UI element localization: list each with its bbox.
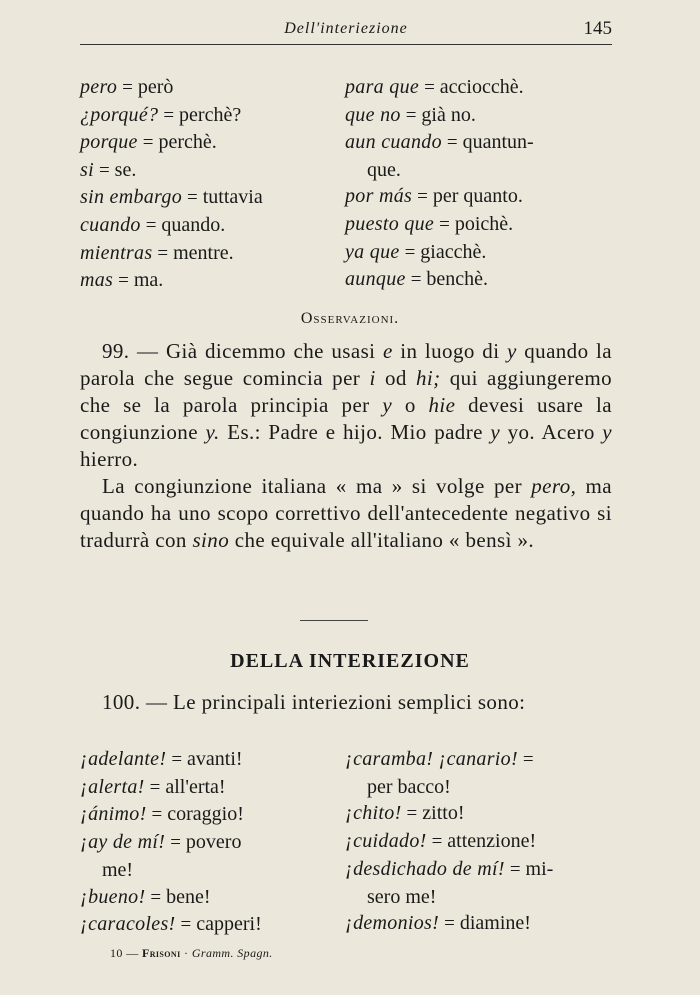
conjunction-entry: porque = perchè. bbox=[80, 131, 217, 154]
interjection-entry: ¡cuidado! = attenzione! bbox=[345, 830, 537, 853]
conjunction-entry: puesto que = poichè. bbox=[345, 212, 514, 235]
section-intro bbox=[80, 688, 612, 716]
interjection-entry: ¡ánimo! = coraggio! bbox=[80, 803, 244, 826]
conjunction-entry: aun cuando = quantun- que. bbox=[345, 131, 534, 181]
section-divider bbox=[300, 620, 368, 621]
conjunction-entry: si = se. bbox=[80, 158, 137, 181]
observations-heading: Osservazioni. bbox=[300, 310, 400, 327]
interjection-entry: ¡alerta! = all'erta! bbox=[80, 775, 226, 798]
interjection-entry: ¡bueno! = bene! bbox=[80, 885, 211, 908]
conjunction-entry: sin embargo = tuttavia bbox=[80, 186, 263, 209]
conjunction-column-left bbox=[80, 74, 342, 295]
conjunction-entry: aunque = benchè. bbox=[345, 268, 489, 291]
conjunction-entry: mientras = mentre. bbox=[80, 241, 234, 264]
footer-author: Frisoni bbox=[142, 946, 181, 960]
interjection-entry: ¡caracoles! = capperi! bbox=[80, 913, 262, 936]
conjunction-entry: para que = acciocchè. bbox=[345, 76, 524, 98]
observations-body bbox=[80, 338, 612, 554]
interjection-entry: ¡caramba! ¡canario! = per bacco! bbox=[345, 748, 534, 798]
paragraph-ma: La congiunzione italiana « ma » si volge per pero, ma quando ha uno scopo correttivo dell'antecedente negativo si tradurrà con sino che equivale all'italiano « bensì ». bbox=[80, 474, 613, 552]
interjection-entry: ¡demonios! = diamine! bbox=[345, 912, 531, 935]
conjunction-entry: ya que = giacchè. bbox=[345, 240, 487, 263]
signature-number: 10 bbox=[110, 946, 123, 960]
running-title: Dell'interiezione bbox=[284, 20, 408, 37]
conjunction-entry: por más = per quanto. bbox=[345, 185, 523, 208]
interjection-entry: ¡desdichado de mí! = mi- sero me! bbox=[345, 857, 554, 908]
interjection-column-right bbox=[345, 746, 620, 938]
conjunction-entry: mas = ma. bbox=[80, 269, 164, 292]
interjection-entry: ¡chito! = zitto! bbox=[345, 802, 465, 825]
conjunction-entry: ¿porqué? = perchè? bbox=[80, 103, 242, 126]
conjunction-entry: que no = già no. bbox=[345, 103, 476, 126]
paragraph-99: 99. — Già dicemmo che usasi e in luogo di y quando la parola che segue comincia per i od hi; qui aggiungeremo che se la parola principia per y o hie devesi usare la congiunzione y. Es.: Padre e hijo. Mio padre y yo. Acero y hierro. bbox=[80, 339, 612, 471]
footer-work: Gramm. Spagn. bbox=[191, 946, 273, 960]
conjunction-entry: cuando = quando. bbox=[80, 213, 226, 236]
interjection-entry: ¡adelante! = avanti! bbox=[80, 748, 243, 770]
interjection-entry: ¡ay de mí! = povero me! bbox=[80, 831, 242, 881]
page-number: 145 bbox=[583, 18, 612, 39]
conjunction-entry: pero = però bbox=[80, 76, 174, 98]
section-title: DELLA INTERIEZIONE bbox=[230, 650, 470, 672]
signature-footer: 10 — Frisoni · Gramm. Spagn. bbox=[110, 946, 273, 960]
interjection-column-left bbox=[80, 746, 342, 939]
paragraph-100: 100. — Le principali interiezioni semplici sono: bbox=[102, 690, 526, 714]
conjunction-column-right bbox=[345, 74, 620, 294]
running-header bbox=[80, 18, 612, 45]
